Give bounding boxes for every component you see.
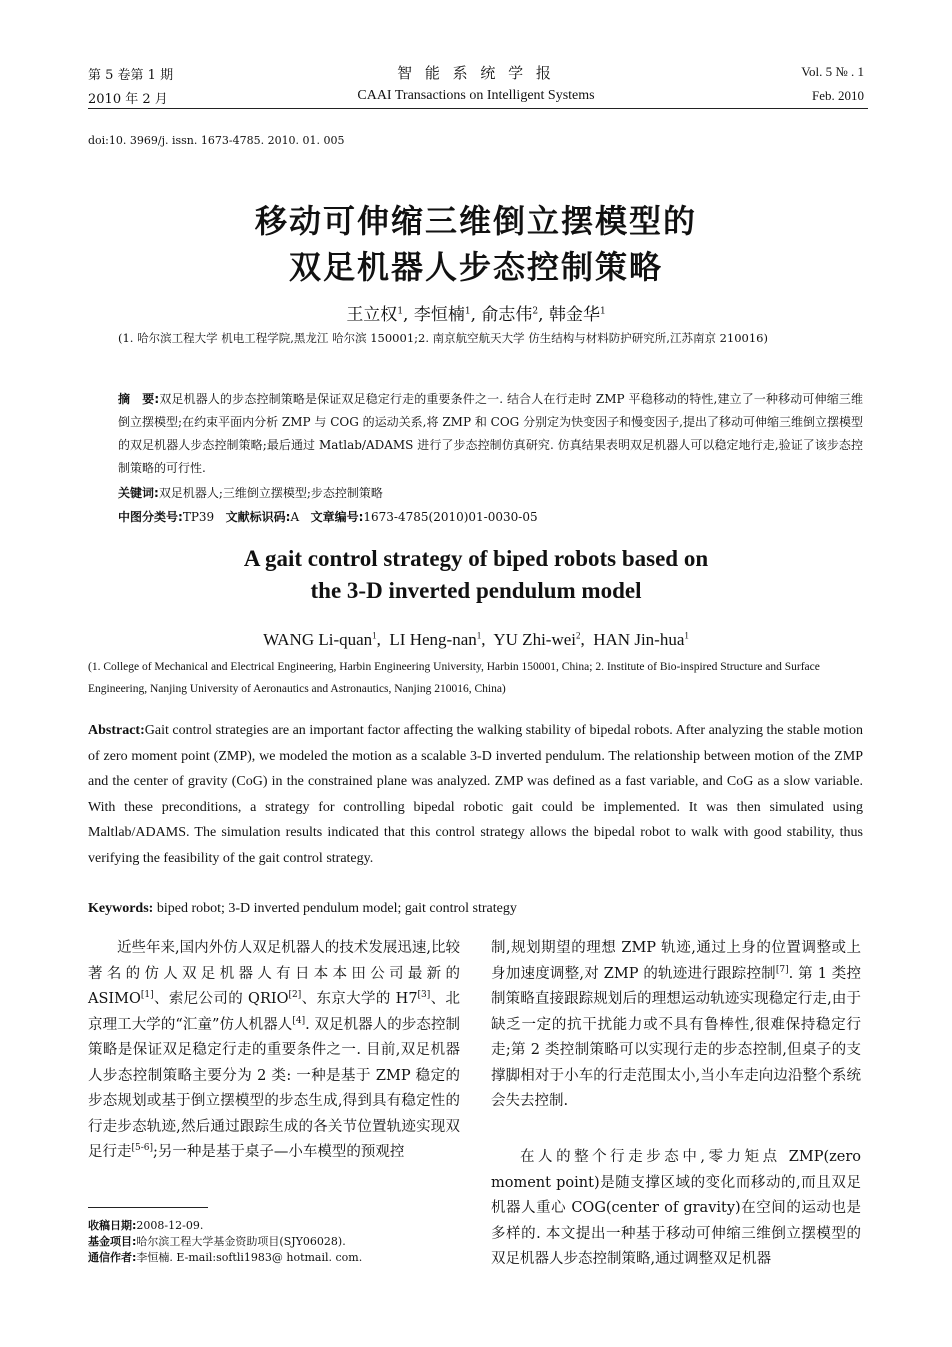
affiliation-cn: (1. 哈尔滨工程大学 机电工程学院,黑龙江 哈尔滨 150001;2. 南京航空航天大学 仿生结构与材料防护研究所,江苏南京 210016) (118, 331, 768, 345)
affiliation-en: (1. College of Mechanical and Electrical Engineering, Harbin Engineering University, Harbin 150001, China; 2. Institute of Bio-inspired Structure and Surface Engineering, Nanjing University of Aeronautics and Astronautics, Nanjing 210016, China) (88, 661, 820, 695)
body-left-paragraph: 近些年来,国内外仿人双足机器人的技术发展迅速,比较著名的仿人双足机器人有日本本田公司最新的 ASIMO[1]、索尼公司的 QRIO[2]、东京大学的 H7[3]、北京理工大学的“汇童”仿人机器人[4]. 双足机器人的步态控制策略是保证双足稳定行走的重要条件之一. 目前,双足机器人步态控制策略主要分为 2 类: 一种是基于 ZMP 稳定的步态规划或基于倒立摆模型的步态生成,得到具有稳定性的行走步态轨迹,然后通过跟踪生成的各关节位置轨迹实现双足行走[5-6];另一种是基于桌子—小车模型的预观控 (88, 940, 461, 1160)
keywords-cn: 关键词:双足机器人;三维倒立摆模型;步态控制策略 (118, 486, 383, 500)
journal-date: 2010 年 2 月 (88, 92, 168, 107)
classification-line: 中图分类号:TP39 文献标识码:A 文章编号:1673-4785(2010)01-0030-05 (118, 510, 538, 524)
title-cn-line2: 双足机器人步态控制策略 (288, 248, 663, 286)
title-en-line1: A gait control strategy of biped robots based on (243, 546, 709, 571)
abstract-cn (118, 388, 863, 480)
journal-volume-en: Vol. 5 № . 1 (801, 64, 864, 79)
keywords-en: Keywords: biped robot; 3-D inverted pendulum model; gait control strategy (88, 901, 517, 916)
body-right-paragraph-1: 制,规划期望的理想 ZMP 轨迹,通过上身的位置调整或上身加速度调整,对 ZMP 的轨迹进行跟踪控制[7]. 第 1 类控制策略直接跟踪规划后的理想运动轨迹实现稳定行走,由于缺乏一定的抗干扰能力或不具有鲁棒性,很难保持稳定行走;第 2 类控制策略可以实现行走的步态控制,但桌子的支撑脚相对于小车的行走范围太小,当小车走向边沿整个系统会失去控制. (491, 940, 861, 1109)
abstract-cn-text: 双足机器人的步态控制策略是保证双足稳定行走的重要条件之一. 结合人在行走时 ZMP 平稳移动的特性,建立了一种移动可伸缩三维倒立摆模型;在约束平面内分析 ZMP 与 COG 的运动关系,将 ZMP 和 COG 分别定为快变因子和慢变因子,提出了移动可伸缩三维倒立摆模型的双足机器人步态控制策略;最后通过 Matlab/ADAMS 进行了步态控制仿真研究. 仿真结果表明双足机器人可以稳定地行走,验证了该步态控制策略的可行性. (118, 392, 863, 475)
author-name: 王立权 (346, 305, 398, 325)
journal-name-en: CAAI Transactions on Intelligent Systems (357, 88, 595, 103)
abstract-en: Abstract:Gait control strategies are an important factor affecting the walking stability of bipedal robots. After analyzing the stable motion of zero moment point (ZMP), we modeled the motion as a scalable 3-D inverted pendulum. The relationship between motion of the ZMP and the center of gravity (CoG) in the constrained plane was analyzed. ZMP was defined as a fast variable, and CoG as a slow variable. With these preconditions, a strategy for controlling bipedal robotic gait could be implemented. It was then simulated using Maltlab/ADAMS. The simulation results indicated that this control strategy allows the bipedal robot to walk with good stability, thus verifying the feasibility of the gait control strategy. (88, 723, 863, 866)
footnotes: 收稿日期:2008-12-09. 基金项目:哈尔滨工程大学基金资助项目(SJY06028). 通信作者:李恒楠. E-mail:softli1983@ hotmail. com. (88, 1219, 363, 1264)
journal-volume: 第 5 卷第 1 期 (88, 68, 174, 83)
title-en-line2: the 3-D inverted pendulum model (310, 578, 642, 603)
title-cn-line1: 移动可伸缩三维倒立摆模型的 (254, 202, 697, 240)
journal-date-en: Feb. 2010 (812, 88, 864, 103)
footnote-rule (88, 1207, 208, 1208)
abstract-en-text: Gait control strategies are an important factor affecting the walking stability of bipedal robots. After analyzing the stable motion of zero moment point (ZMP), we modeled the motion as a scalable 3-D inverted pendulum. The relationship between motion of the ZMP and the center of gravity (CoG) in the constrained plane was analyzed. ZMP was defined as a fast variable, and CoG as a slow variable. With these preconditions, a strategy for controlling bipedal robotic gait could be implemented. It was then simulated using Maltlab/ADAMS. The simulation results indicated that this control strategy allows the bipedal robot to walk with good stability, thus verifying the feasibility of the gait control strategy. (88, 723, 863, 866)
doi: doi:10. 3969/j. issn. 1673-4785. 2010. 01. 005 (88, 134, 345, 147)
header-rule (88, 108, 868, 109)
authors-cn: 王立权$^1$, 李恒楠$^1$, 俞志伟$^2$, 韩金华$^1$ (346, 305, 606, 325)
abstract-cn-label: 摘 要: (118, 392, 160, 406)
body-right-paragraph-2: 在人的整个行走步态中,零力矩点 ZMP(zero moment point)是随支撑区域的变化而移动的,而且双足机器人重心 COG(center of gravity)在空间的运动也是多样的. 本文提出一种基于移动可伸缩三维倒立摆模型的双足机器人步态控制策略,通过调整双足机器 (491, 1149, 861, 1267)
author-name: 韩金华 (548, 305, 600, 325)
journal-name-cn: 智 能 系 统 学 报 (397, 64, 555, 82)
authors-en: WANG Li-quan$^1$, LI Heng-nan$^1$, YU Zhi-wei$^2$, HAN Jin-hua$^1$ (263, 630, 689, 649)
author-name: 李恒楠 (413, 305, 465, 325)
author-name: 俞志伟 (481, 305, 533, 325)
abstract-en-label: Abstract (88, 723, 141, 738)
